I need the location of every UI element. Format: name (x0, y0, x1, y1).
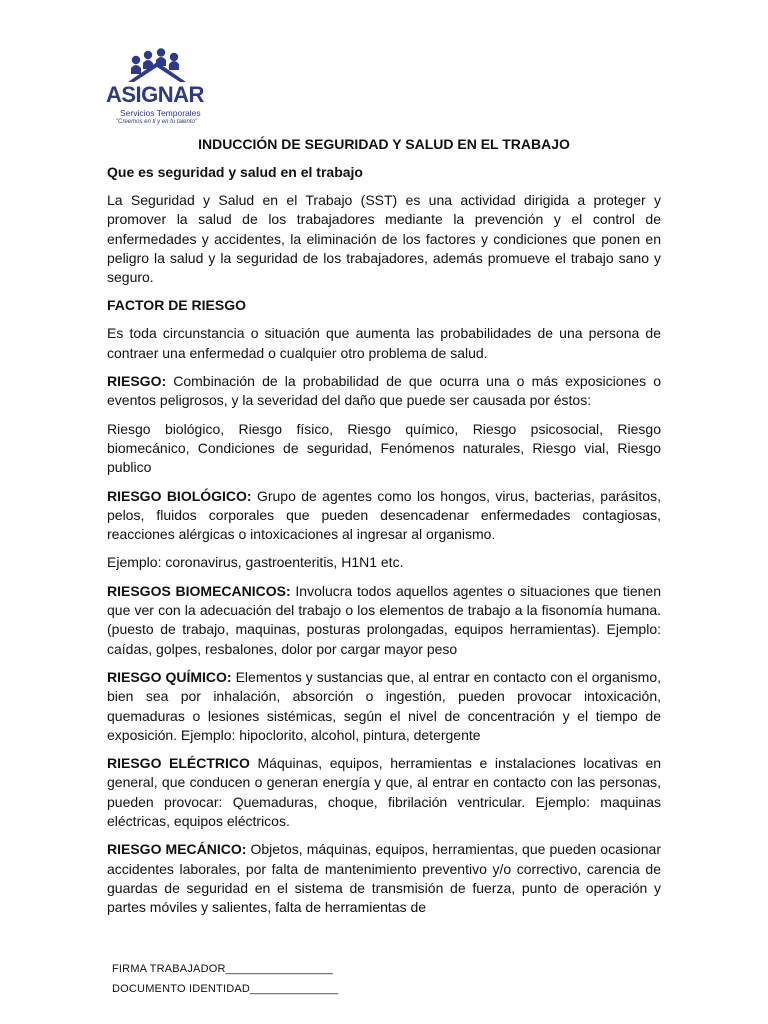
people-roof-icon (128, 48, 186, 84)
electrico-text: Máquinas, equipos, herramientas e instalaciones locativas en general, que conducen o generan energía y que, al entrar en contacto con las personas, pueden provocar: Quemaduras, choque, fibrilación ventricular. Ejemplo: maquinas eléctricas, equipos eléctricos. (107, 755, 662, 830)
biomecanico-text: Involucra todos aquellos agentes o situaciones que tienen que ver con la adecuación del trabajo o los elementos de trabajo a la fisonomía humana. (puesto de trabajo, maquinas, posturas prolongadas, equipos herramientas). Ejemplo: caídas, golpes, resbalones, dolor por cargar mayor peso (107, 582, 661, 657)
quimico-label: RIESGO QUÍMICO: (107, 668, 232, 685)
electrico-paragraph (107, 754, 661, 831)
biologico-label: RIESGO BIOLÓGICO: (107, 487, 252, 504)
logo-subtitle: Servicios Temporales (120, 108, 201, 118)
documento-identidad-line: DOCUMENTO IDENTIDAD______________ (112, 983, 339, 995)
mecanico-text: Objetos, máquinas, equipos, herramientas, que pueden ocasionar accidentes laborales, por falta de mantenimiento preventivo y/o correctivo, carencia de guardas de seguridad en el sistema de transmisión de fuerza, punto de operación y partes móviles y salientes, falta de herramientas de (107, 841, 661, 916)
firma-trabajador-line: FIRMA TRABAJADOR_________________ (112, 963, 334, 975)
document-title: INDUCCIÓN DE SEGURIDAD Y SALUD EN EL TRABAJO (198, 136, 570, 152)
signature-footer (112, 959, 339, 999)
biomecanico-paragraph (107, 582, 661, 659)
logo-tagline: "Creemos en ti y en tu talento" (116, 119, 197, 125)
biomecanico-label: RIESGOS BIOMECANICOS: (107, 582, 291, 599)
riesgo-label: RIESGO: (107, 373, 167, 390)
quimico-text: Elementos y sustancias que, al entrar en contacto con el organismo, bien sea por inhalación, absorción o ingestión, pueden provocar intoxicación, quemaduras o lesiones sistémicas, según el nivel de concentración y el tiempo de exposición. Ejemplo: hipoclorito, alcohol, pintura, detergente (107, 668, 661, 743)
riesgo-list-paragraph: Riesgo biológico, Riesgo físico, Riesgo químico, Riesgo psicosocial, Riesgo biomecánico, Condiciones de seguridad, Fenómenos naturales, Riesgo vial, Riesgo publico (107, 420, 661, 476)
riesgo-paragraph (107, 372, 661, 411)
factor-paragraph: Es toda circunstancia o situación que aumenta las probabilidades de una persona de contraer una enfermedad o cualquier otro problema de salud. (107, 325, 661, 361)
biologico-paragraph (107, 487, 661, 545)
quimico-paragraph (107, 668, 661, 745)
section-heading-sst: Que es seguridad y salud en el trabajo (107, 164, 363, 180)
intro-paragraph: La Seguridad y Salud en el Trabajo (SST) es una actividad dirigida a proteger y promover la salud de los trabajadores mediante la prevención y el control de enfermedades y accidentes, la eliminación de los factores y condiciones que ponen en peligro la salud y la seguridad de los trabajadores, además promueve el trabajo sano y seguro. (107, 192, 661, 286)
section-heading-factor: FACTOR DE RIESGO (107, 297, 246, 314)
riesgo-text: Combinación de la probabilidad de que ocurra una o más exposiciones o eventos peligrosos, y la severidad del daño que puede ser causada por éstos: (107, 373, 661, 409)
mecanico-paragraph (107, 840, 661, 917)
company-logo (106, 48, 206, 136)
mecanico-label: RIESGO MECÁNICO: (107, 841, 247, 858)
biologico-text: Grupo de agentes como los hongos, virus, bacterias, parásitos, pelos, fluidos corporales que pueden desencadenar enfermedades contagiosas, reacciones alérgicas o intoxicaciones al ingresar al organismo. (107, 487, 661, 543)
ejemplo-biologico: Ejemplo: coronavirus, gastroenteritis, H1N1 etc. (107, 554, 404, 571)
electrico-label: RIESGO ELÉCTRICO (107, 755, 250, 772)
logo-brand-name: ASIGNAR (106, 82, 204, 107)
document-body (107, 135, 661, 927)
